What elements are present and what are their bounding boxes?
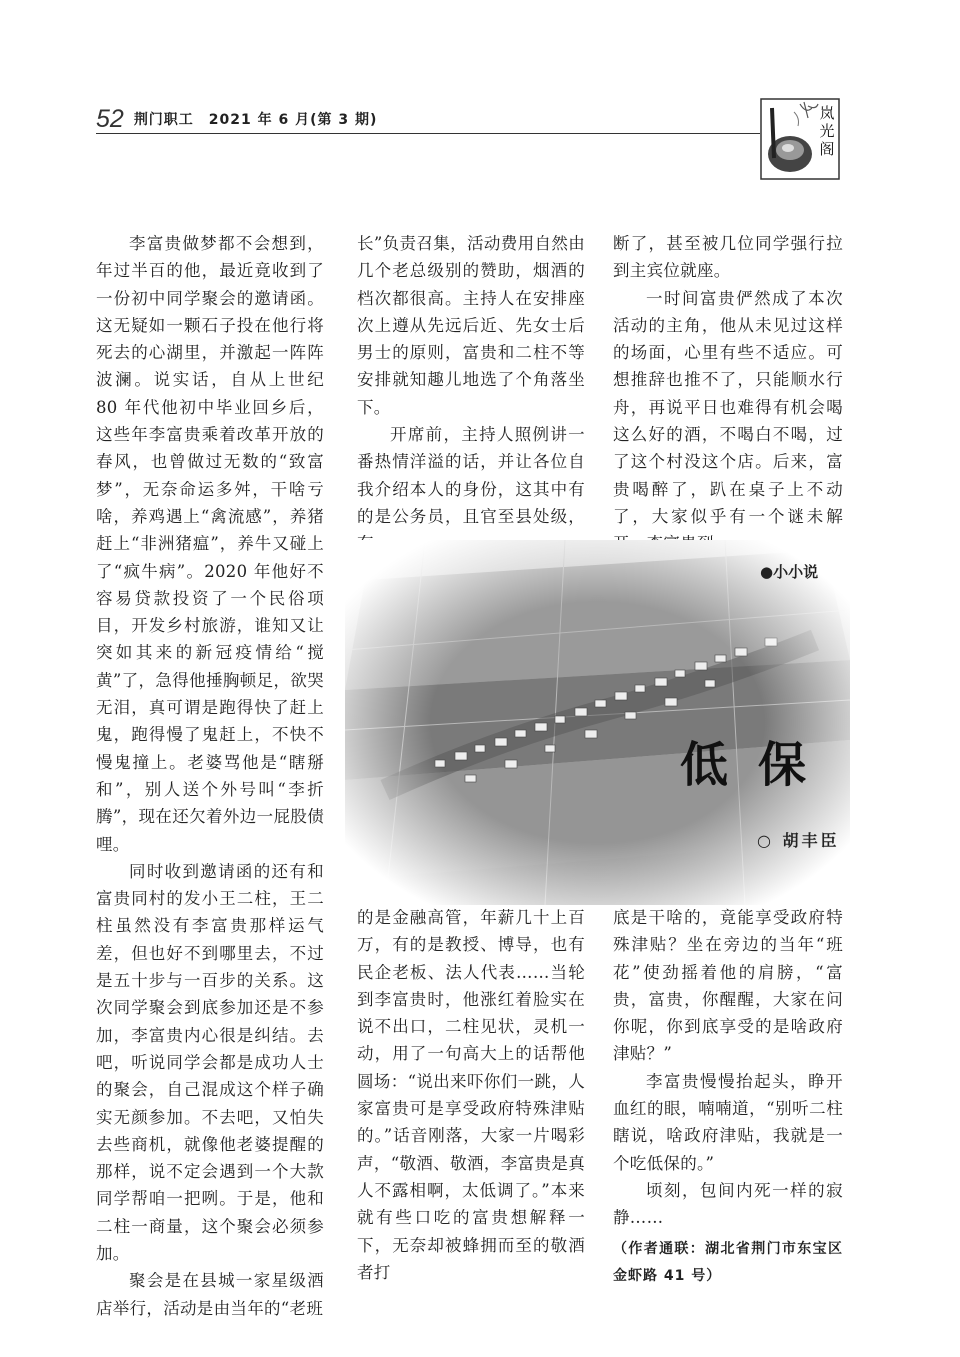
section-logo-text: 岚光阁 <box>819 104 835 158</box>
category-label: ●小小说 <box>760 563 819 581</box>
article-title: 低保 <box>680 737 837 793</box>
column-2-bottom <box>357 904 585 1286</box>
page-number: 52 <box>96 105 124 133</box>
article-author: ○ 胡丰臣 <box>757 831 840 850</box>
paragraph: 开席前，主持人照例讲一番热情洋溢的话，并让各位自我介绍本人的身份，这其中有的是公务员，且官至县处级， <box>357 425 585 526</box>
paragraph: 聚会是在县城一家星级酒店举行，活动是由当年的“老班 <box>96 1271 324 1318</box>
column-2-top <box>357 230 585 558</box>
header-rule <box>96 133 760 134</box>
page-header <box>96 94 377 134</box>
paragraph: 顷刻，包间内死一样的寂静…… <box>613 1180 843 1228</box>
column-3-bottom <box>613 904 843 1290</box>
section-logo <box>760 98 840 180</box>
paragraph: 断了，甚至被几位同学强行拉到主宾位就座。 <box>613 234 843 281</box>
paragraph: 一时间富贵俨然成了本次活动的主角，他从未见过这样的场面，心里有些不适应。可想推辞也推不了，只能顺水行舟，再说平日也难得有机会喝这么好的酒，不喝白不喝，过了这个村没这个店。后来，富贵喝醉了，趴在桌子上不动了，大家似乎有一个谜未解 <box>613 288 843 526</box>
author-contact-note: （作者通联：湖北省荆门市东宝区金虾路 41 号） <box>613 1240 843 1284</box>
paragraph: 的是金融高管，年薪几十上百万，有的是教授、博导，也有民企老板、法人代表……当轮到李富贵时，他涨红着脸实在说不出口，二柱见状，灵机一动，用了一句高大上的话帮他圆场：“说出来吓你们一跳，人家富贵可是享受政府特殊津贴的。”话音刚落，大家一片喝彩声，“敬酒、敬酒，李富贵是真人不露相啊，太低调了。”本来就有些口吃的富贵想解释一下，无奈却被蜂拥而至的敬酒者打 <box>357 908 585 1282</box>
magazine-issue: 荆门职工 2021 年 6 月(第 3 期) <box>133 112 378 128</box>
paragraph: 同时收到邀请函的还有和富贵同村的发小王二柱，王二柱虽然没有李富贵那样运气差，但也好不到哪里去，不过是五十步与一百步的关系。这次同学聚会到底参加还是不参加，李富贵内心很是纠结。去吧，听说同学会都是成功人士的聚会，自己混成这个样子确实无颜参加。不去吧，又怕失去些商机，就像他老婆提醒的那样，说不定会遇到一个大款同学帮咱一把咧。于是，他和二柱一商量，这个聚会必须参加。 <box>96 861 324 1263</box>
paragraph: 长”负责召集，活动费用自然由几个老总级别的赞助，烟酒的档次都很高。主持人在安排座次上遵从先远后近、先女士后男士的原则，富贵和二柱不等安排就知趣儿地选了个角落坐下。 <box>357 234 585 417</box>
column-3-top <box>613 230 843 558</box>
paragraph: 底是干啥的，竟能享受政府特殊津贴？坐在旁边的当年“班花”使劲摇着他的肩膀，“富贵，富贵，你醒醒，大家在问你呢，你到底享受的是啥政府津贴？” <box>613 908 843 1064</box>
paragraph: 李富贵慢慢抬起头，睁开血红的眼，喃喃道，“别听二柱瞎说，啥政府津贴，我就是一个吃低保的。” <box>613 1071 843 1173</box>
column-1 <box>96 230 324 1322</box>
paragraph: 李富贵做梦都不会想到，年过半百的他，最近竟收到了一份初中同学聚会的邀请函。这无疑如一颗石子投在他行将死去的心湖里，并激起一阵阵波澜。说实话，自从上世纪 80 年代他初中毕业回乡后，这些年李富贵乘着改革开放的春风，也曾做过无数的“致富梦”，无奈命运多舛，干啥亏啥，养鸡遇上“禽流感”，养猪赶上“非洲猪瘟”，养牛又碰上了“疯牛病”。2020 年他好不容易贷款投资了一个民俗项目，开发乡村旅游，谁知又让突如其来的新冠疫情给“搅黄”了，急得他捶胸顿足，欲哭无泪，真可谓是跑得快了赶上鬼，跑得慢了鬼赶上，不快不慢鬼撞上。老婆骂他是“瞎掰和”，别人送个外号叫“李折腾”，现在还欠着外边一屁股债哩。 <box>96 234 324 854</box>
